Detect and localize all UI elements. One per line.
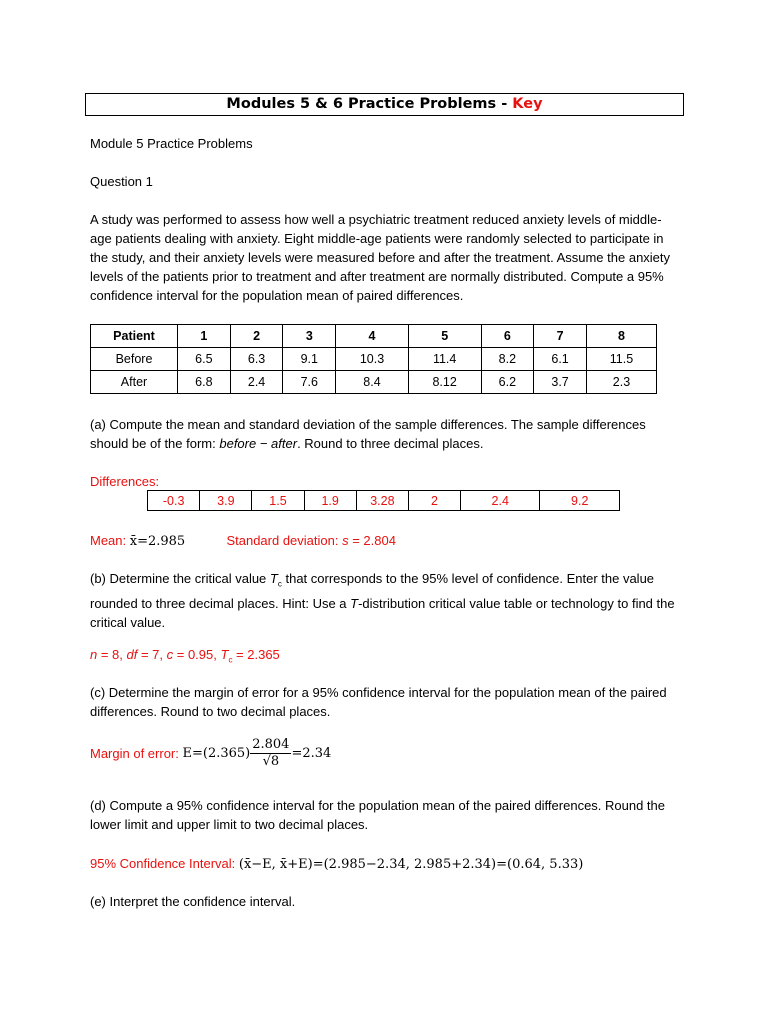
ci-equation: (x̄−E, x̄+E)=(2.985−2.34, 2.985+2.34)=(0.64, 5.33)	[238, 857, 584, 872]
part-b-subscript: c	[277, 579, 282, 589]
table-header-row	[91, 325, 657, 348]
fraction-numerator: 2.804	[252, 737, 290, 752]
mean-value: x̄=2.985	[129, 534, 186, 549]
part-d-question: (d) Compute a 95% confidence interval for the population mean of the paired differences. Round the lower limit and upper limit to two decimal places.	[90, 798, 666, 832]
sd-value: = 2.804	[348, 533, 396, 548]
c-value: = 0.95,	[173, 647, 221, 662]
title-text: Modules 5 & 6 Practice Problems -	[226, 96, 513, 112]
table-header-cell: 5	[408, 325, 481, 348]
table-cell: 6.2	[481, 371, 534, 394]
part-b-text: (b) Determine the critical value	[90, 571, 270, 586]
part-a-text: (a) Compute the mean and standard deviation of the sample differences. The sample differences should be of the form:	[90, 417, 646, 451]
table-header-cell: Patient	[91, 325, 178, 348]
c-symbol: c	[166, 647, 174, 662]
differences-label: Differences:	[90, 474, 160, 489]
table-cell: 11.5	[586, 348, 656, 371]
df-symbol: df	[126, 647, 138, 662]
part-a-question	[90, 415, 680, 453]
sd-variable: s	[342, 533, 349, 548]
table-cell: After	[91, 371, 178, 394]
table-header-cell: 4	[336, 325, 409, 348]
part-b-t-symbol-2: T	[350, 595, 359, 611]
table-cell: 7.6	[283, 371, 336, 394]
table-cell: 8.4	[336, 371, 409, 394]
section-title: Module 5 Practice Problems	[90, 136, 253, 151]
question-title: Question 1	[90, 174, 153, 189]
tc-symbol: T	[220, 647, 229, 662]
table-cell: 6.8	[178, 371, 231, 394]
tc-subscript: c	[228, 655, 233, 665]
difference-cell: 3.28	[356, 491, 408, 511]
table-header-cell: 6	[481, 325, 534, 348]
difference-cell: 3.9	[200, 491, 252, 511]
part-b-t-symbol: T	[269, 571, 278, 586]
margin-equation-end: =2.34	[291, 746, 332, 761]
table-cell: 3.7	[534, 371, 587, 394]
difference-cell: 9.2	[540, 491, 620, 511]
table-cell: 6.1	[534, 348, 587, 371]
table-cell: 8.2	[481, 348, 534, 371]
difference-cell: 1.9	[304, 491, 356, 511]
confidence-interval-answer	[90, 854, 680, 874]
part-e-question: (e) Interpret the confidence interval.	[90, 894, 296, 909]
table-header-cell: 8	[586, 325, 656, 348]
fraction-denominator: √8	[262, 754, 280, 769]
difference-cell: 1.5	[252, 491, 304, 511]
differences-table	[147, 490, 620, 511]
title-key: Key	[512, 96, 543, 112]
mean-label: Mean:	[90, 533, 130, 548]
table-row	[91, 348, 657, 371]
table-cell: Before	[91, 348, 178, 371]
n-value: = 8,	[97, 647, 127, 662]
tc-value: = 2.365	[232, 647, 280, 662]
table-cell: 11.4	[408, 348, 481, 371]
table-header-cell: 3	[283, 325, 336, 348]
mean-sd-answer	[90, 531, 680, 551]
part-c-question: (c) Determine the margin of error for a 95% confidence interval for the population mean of the paired differences. Round to two decimal places.	[90, 685, 667, 719]
table-cell: 9.1	[283, 348, 336, 371]
part-b-answer	[90, 645, 680, 670]
table-cell: 6.5	[178, 348, 231, 371]
margin-label: Margin of error:	[90, 746, 183, 761]
table-cell: 6.3	[230, 348, 283, 371]
table-cell: 2.4	[230, 371, 283, 394]
margin-equation-start: E=(2.365)	[182, 746, 251, 761]
data-table	[90, 324, 657, 394]
margin-of-error-answer	[90, 737, 680, 770]
table-header-cell: 7	[534, 325, 587, 348]
table-header-cell: 1	[178, 325, 231, 348]
page-title	[85, 93, 684, 116]
difference-cell: -0.3	[148, 491, 200, 511]
table-row	[148, 491, 620, 511]
sd-label: Standard deviation:	[226, 533, 343, 548]
table-cell: 8.12	[408, 371, 481, 394]
question-intro: A study was performed to assess how well a psychiatric treatment reduced anxiety levels of middle-age patients dealing with anxiety. Eight middle-age patients were randomly selected to participate in the study, and their anxiety levels were measured before and after the treatment. Assume the anxiety levels of the patients prior to treatment and after treatment are normally distributed. Compute a 95% confidence interval for the population mean of paired differences.	[90, 212, 671, 303]
table-row	[91, 371, 657, 394]
margin-fraction	[250, 737, 291, 770]
n-symbol: n	[90, 647, 98, 662]
df-value: = 7,	[137, 647, 167, 662]
difference-cell: 2	[409, 491, 461, 511]
part-b-text-2: that corresponds to the 95% level of confidence. Enter the value rounded to three decimal places. Hint: Use a	[90, 571, 655, 611]
part-a-text-end: . Round to three decimal places.	[297, 436, 484, 451]
part-b-text-3: -distribution critical value table or technology to find the critical value.	[90, 595, 675, 630]
part-b-question	[90, 569, 680, 632]
difference-cell: 2.4	[460, 491, 539, 511]
part-a-emphasis: before − after	[219, 436, 298, 451]
table-header-cell: 2	[230, 325, 283, 348]
ci-label: 95% Confidence Interval:	[90, 856, 239, 871]
table-cell: 10.3	[336, 348, 409, 371]
table-cell: 2.3	[586, 371, 656, 394]
